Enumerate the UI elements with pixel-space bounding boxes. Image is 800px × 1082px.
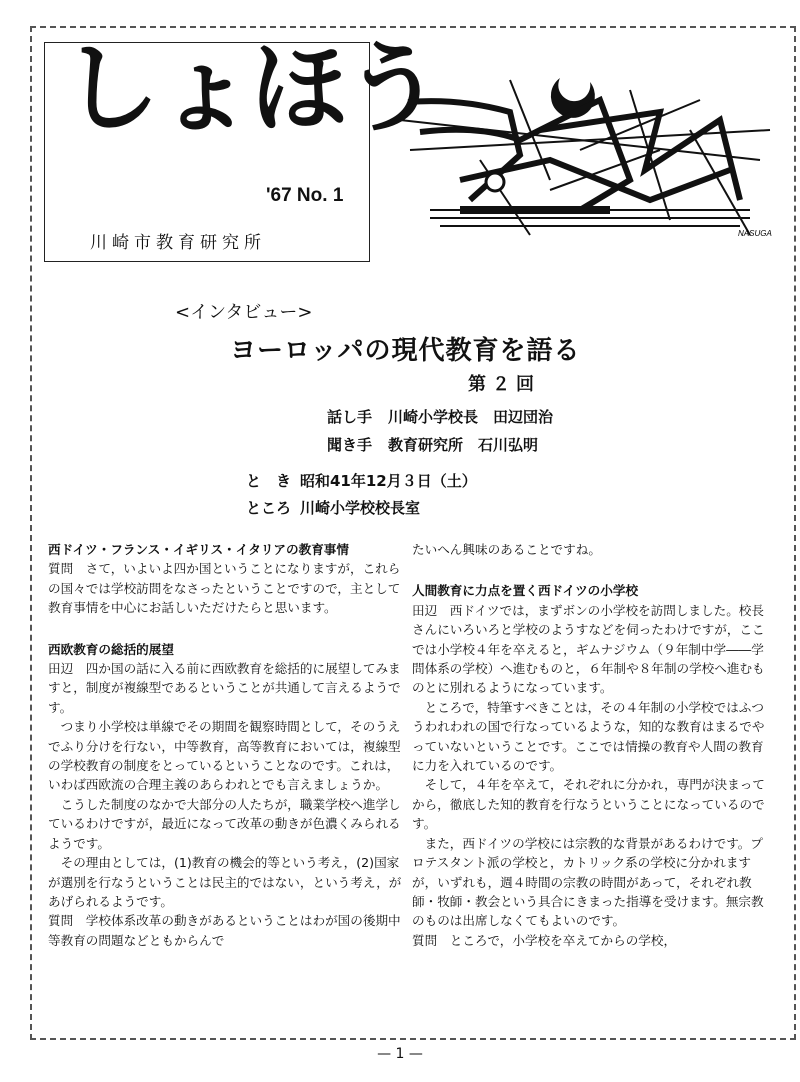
speaker: 川崎小学校長 田辺団治: [388, 408, 554, 426]
paragraph: こうした制度のなかで大部分の人たちが，職業学校へ進学しているわけですが，最近になって改革の動きが色濃くみられるようです。: [48, 796, 401, 851]
paragraph: たいへん興味のあることですね。: [412, 542, 601, 557]
paragraph: つまり小学校は単線でその期間を観察時間として，そのうえでふり分けを行ない，中等教育，高等教育においては，複線型の学校教育の制度をとっているということなのです。これは，いわば西欧流の合理主義のあらわれとでも言えましょうか。: [48, 719, 401, 793]
series-label: <インタビュー>: [175, 302, 313, 323]
section-heading: 人間教育に力点を置く西ドイツの小学校: [412, 583, 639, 599]
masthead-title: しょほう: [62, 31, 439, 146]
place-label: ところ: [246, 499, 292, 517]
interview-place: 川崎小学校校長室: [300, 499, 421, 517]
paragraph: 質問 学校体系改革の動きがあるということはわが国の後期中等教育の問題などともからんで: [48, 913, 401, 948]
organization-name: 川崎市教育研究所: [90, 233, 266, 253]
left-column: [48, 540, 403, 950]
speaker-label: 話し手: [327, 408, 373, 426]
page-number: — 1 —: [377, 1046, 423, 1062]
paragraph: ところで，特筆すべきことは，その４年制の小学校ではふつうわれわれの国で行なっているような，知的な教育はまるでやっていないということです。ここでは情操の教育や人間の教育に力を入れているのです。: [412, 699, 765, 774]
right-column: [412, 540, 767, 950]
paragraph: その理由としては，(1)教育の機会的等という考え，(2)国家が選別を行なうということは民主的ではない，という考え，があげられるようです。: [48, 855, 402, 909]
artist-signature: NASUGA: [738, 229, 772, 238]
interview-date: 昭和41年12月３日（土）: [300, 472, 477, 490]
paragraph-gap: [48, 618, 403, 640]
interviewer: 教育研究所 石川弘明: [388, 436, 539, 454]
issue-number: '67 No. 1: [266, 185, 344, 206]
abstract-illustration: [400, 60, 780, 245]
paragraph: そして，４年を卒えて，それぞれに分かれ，専門が決まってから，徹底した知的教育を行なうということになっているのです。: [412, 777, 765, 832]
date-label: と き: [246, 472, 292, 490]
paragraph: 質問 さて，いよいよ四か国ということになりますが，これらの国々では学校訪問をなさったということですので，主として教育事情を中心にお話しいただけたらと思います。: [48, 561, 401, 616]
section-heading: 西ドイツ・フランス・イギリス・イタリアの教育事情: [48, 542, 349, 557]
section-heading: 西欧教育の総括的展望: [48, 641, 174, 657]
paragraph: 田辺 西ドイツでは，まずボンの小学校を訪問しました。校長さんにいろいろと学校のようすなどを伺ったわけですが，ここでは小学校４年を卒えると，ギムナジウム（９年制中学――学問体系の学校）へ進むものと，６年制や８年制の学校へ進むものとに別れるようになっています。: [412, 602, 765, 696]
part-number: 第２回: [468, 374, 540, 395]
article-headline: ヨーロッパの現代教育を語る: [230, 336, 581, 366]
paragraph: また，西ドイツの学校には宗教的な背景があるわけです。プロテスタント派の学校と，カトリック系の学校に分かれますが，いずれも，週４時間の宗教の時間があって，それぞれ教師・牧師・教会という具合にきまった指導を受けます。無宗教のものは出席しなくてもよいのです。: [412, 835, 764, 929]
paragraph: 質問 ところで，小学校を卒えてからの学校，: [412, 932, 677, 948]
interviewer-label: 聞き手: [327, 436, 373, 454]
paragraph: 田辺 四か国の話に入る前に西欧教育を総括的に展望してみますと，制度が複線型であるということが共通して言えるようです。: [48, 661, 401, 715]
paragraph-gap: [412, 559, 767, 581]
